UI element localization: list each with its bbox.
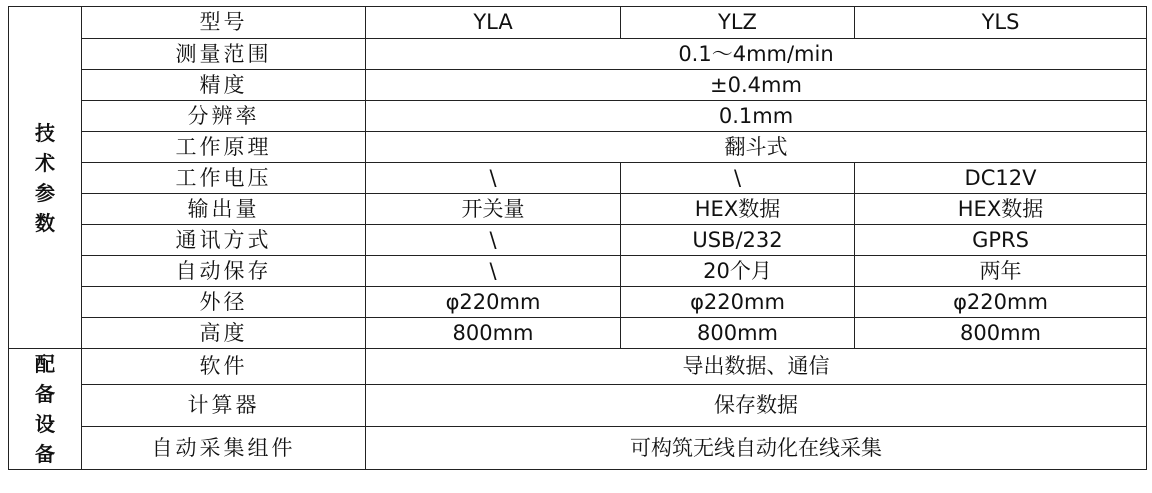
row-output	[9, 194, 1147, 225]
model-ylz: YLZ	[621, 7, 855, 39]
row-value: ±0.4mm	[366, 70, 1147, 101]
row-principle	[9, 132, 1147, 163]
row-label: 精度	[82, 70, 366, 101]
row-value: 0.1mm	[366, 101, 1147, 132]
cell-yla: \	[366, 163, 621, 194]
row-storage	[9, 256, 1147, 287]
model-yls: YLS	[855, 7, 1147, 39]
cell-ylz: USB/232	[621, 225, 855, 256]
row-label: 工作电压	[82, 163, 366, 194]
cell-yls: φ220mm	[855, 287, 1147, 318]
cell-yla: φ220mm	[366, 287, 621, 318]
cell-ylz: \	[621, 163, 855, 194]
cell-ylz: 20个月	[621, 256, 855, 287]
row-label: 自动保存	[82, 256, 366, 287]
row-collector	[9, 427, 1147, 470]
row-resolution	[9, 101, 1147, 132]
row-label: 计算器	[82, 384, 366, 427]
row-calculator	[9, 384, 1147, 427]
row-label: 自动采集组件	[82, 427, 366, 470]
row-label: 软件	[82, 349, 366, 385]
group-tech-params: 技术参数	[9, 7, 82, 349]
cell-ylz: φ220mm	[621, 287, 855, 318]
cell-yla: 800mm	[366, 318, 621, 349]
cell-yls: DC12V	[855, 163, 1147, 194]
row-height	[9, 318, 1147, 349]
row-label: 工作原理	[82, 132, 366, 163]
row-label: 输出量	[82, 194, 366, 225]
header-row	[9, 7, 1147, 39]
row-value: 导出数据、通信	[366, 349, 1147, 385]
row-label: 高度	[82, 318, 366, 349]
spec-table	[8, 6, 1147, 470]
group-equipment: 配备设备	[9, 349, 82, 470]
header-label: 型号	[82, 7, 366, 39]
cell-yla: \	[366, 256, 621, 287]
row-value: 0.1～4mm/min	[366, 39, 1147, 70]
row-accuracy	[9, 70, 1147, 101]
row-value: 保存数据	[366, 384, 1147, 427]
row-comm	[9, 225, 1147, 256]
row-software	[9, 349, 1147, 385]
cell-ylz: 800mm	[621, 318, 855, 349]
cell-yls: HEX数据	[855, 194, 1147, 225]
cell-ylz: HEX数据	[621, 194, 855, 225]
row-diameter	[9, 287, 1147, 318]
row-label: 分辨率	[82, 101, 366, 132]
cell-yls: 两年	[855, 256, 1147, 287]
row-range	[9, 39, 1147, 70]
cell-yls: 800mm	[855, 318, 1147, 349]
row-label: 通讯方式	[82, 225, 366, 256]
row-voltage	[9, 163, 1147, 194]
row-value: 翻斗式	[366, 132, 1147, 163]
cell-yls: GPRS	[855, 225, 1147, 256]
model-yla: YLA	[366, 7, 621, 39]
row-label: 测量范围	[82, 39, 366, 70]
row-value: 可构筑无线自动化在线采集	[366, 427, 1147, 470]
cell-yla: 开关量	[366, 194, 621, 225]
row-label: 外径	[82, 287, 366, 318]
cell-yla: \	[366, 225, 621, 256]
